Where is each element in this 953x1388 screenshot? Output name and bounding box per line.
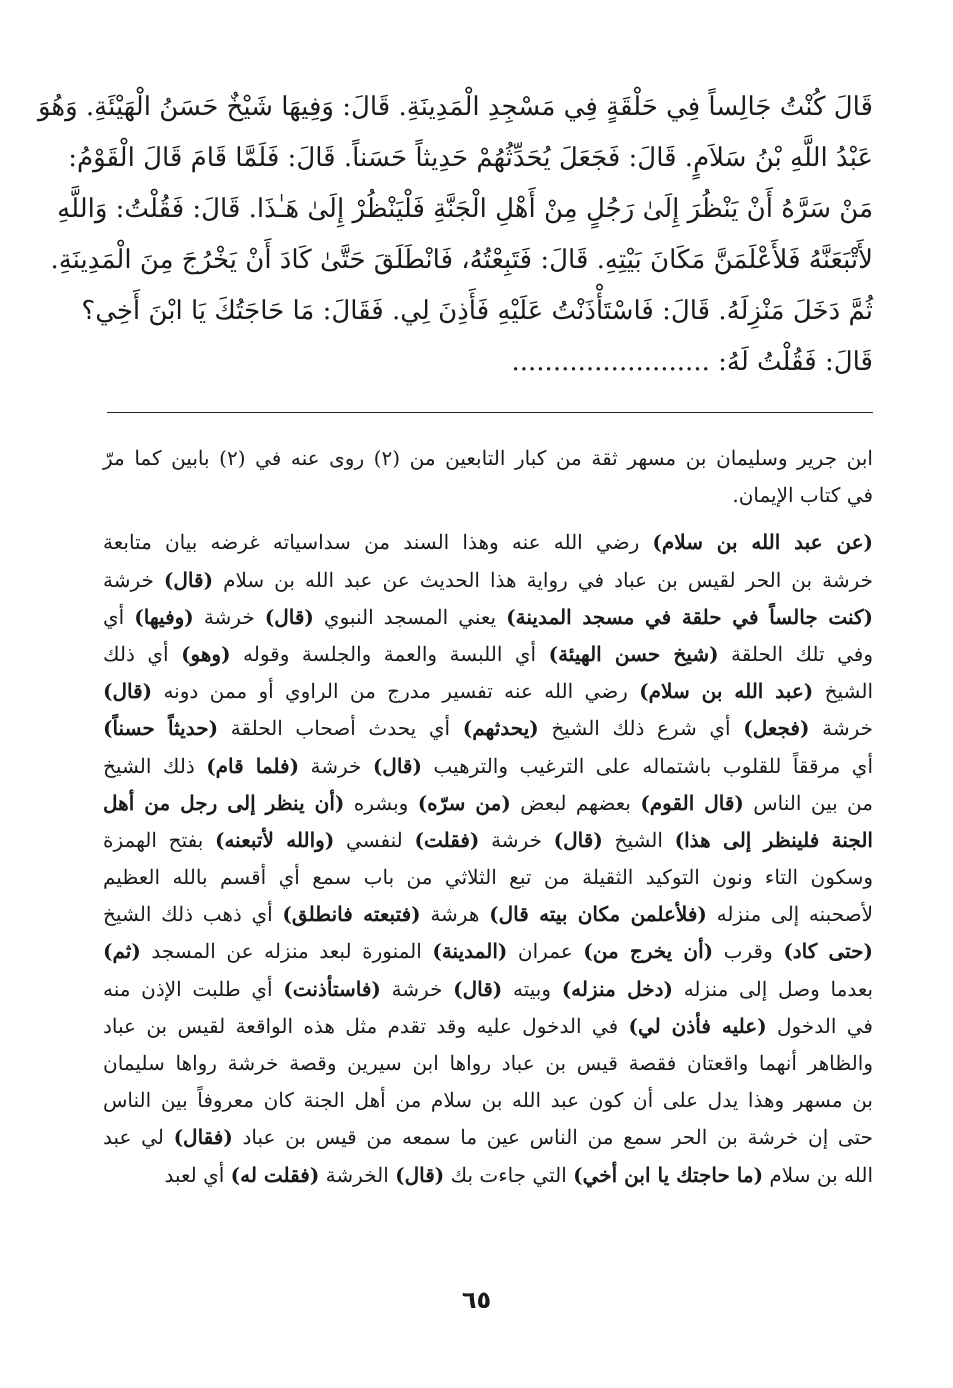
- commentary-phrase: والظاهر أنهما واقعتان فقصة قيس بن عباد رواها ابن سيرين وقصة خرشة رواها سليمان: [103, 1051, 873, 1075]
- commentary-line: [103, 1157, 873, 1194]
- quoted-hadith-phrase: (عبد الله بن سلام): [639, 679, 814, 704]
- quoted-hadith-phrase: (فقلت له): [230, 1162, 320, 1187]
- commentary-phrase: وبيته: [502, 976, 562, 1001]
- commentary-line: [103, 636, 873, 673]
- quoted-hadith-phrase: (دخل منزله): [561, 976, 673, 1001]
- commentary-phrase: خرشة: [479, 827, 554, 852]
- commentary-phrase: التي جاءت بك: [444, 1162, 574, 1187]
- hadith-main-text: [37, 82, 873, 388]
- commentary-phrase: عمران: [507, 939, 584, 964]
- commentary-phrase: بن مسهر وهذا يدل على أن كون عبد الله بن سلام من أهل الجنة كان معروفاً بين الناس: [103, 1088, 873, 1113]
- commentary-phrase: خرشة: [103, 567, 164, 592]
- commentary-line: [103, 859, 873, 896]
- commentary-phrase: بعضهم لبعض: [510, 790, 641, 815]
- commentary-phrase: أي اللبسة والعمة والجلسة وقوله: [230, 641, 549, 666]
- commentary-phrase: وفي تلك الحلقة: [718, 641, 873, 666]
- commentary-line: [103, 710, 873, 747]
- separator-rule: [107, 412, 873, 413]
- commentary-line: [103, 673, 873, 710]
- commentary-line: [103, 1082, 873, 1119]
- quoted-hadith-phrase: (يحدثهم): [462, 716, 539, 741]
- commentary-phrase: في الدخول عليه وقد تقدم مثل هذه الواقعة لقيس بن عباد: [103, 1013, 629, 1038]
- commentary-line: [103, 1045, 873, 1082]
- commentary-phrase: خرشة: [380, 976, 454, 1001]
- commentary-phrase: لنفسي: [334, 827, 415, 852]
- main-text-line: لأَتْبَعَنَّهُ فَلأَعْلَمَنَّ مَكَانَ بَيْتِهِ. قَالَ: فَتَبِعْتُهُ، فَانْطَلَقَ حَتَّىٰ كَادَ أَنْ يَخْرُجَ مِنَ الْمَدِينَةِ.: [50, 245, 873, 275]
- quoted-hadith-phrase: (أن يخرج من): [583, 939, 714, 964]
- quoted-hadith-phrase: (قال): [372, 753, 422, 778]
- commentary-line: [103, 599, 873, 636]
- commentary-phrase: من بين الناس: [743, 790, 873, 815]
- quoted-hadith-phrase: (شيخ حسن الهيئة): [548, 641, 719, 666]
- paragraph-gap: [103, 514, 873, 524]
- commentary-phrase: أي مرققاً للقلوب باشتماله على الترغيب والترهيب: [421, 753, 874, 778]
- commentary-phrase: الخرشة: [319, 1162, 396, 1187]
- quoted-hadith-phrase: (المدينة): [432, 939, 508, 964]
- commentary-lines: [103, 524, 873, 1193]
- commentary-phrase: رضي الله عنه تفسير مدرج من الراوي أو ممن دونه: [152, 679, 640, 704]
- commentary-phrase: أي ذلك: [103, 641, 182, 666]
- quoted-hadith-phrase: (قال): [553, 827, 603, 852]
- commentary-line: [103, 933, 873, 970]
- commentary-phrase: الشيخ: [602, 827, 675, 852]
- footnote-line: ابن جرير وسليمان بن مسهر ثقة من كبار التابعين من (٢) روى عنه في (٢) بابين كما مرّ: [103, 446, 873, 470]
- commentary-phrase: وبشره: [344, 790, 418, 815]
- quoted-hadith-phrase: (قال): [103, 679, 153, 704]
- commentary-phrase: وسكون التاء ونون التوكيد الثقيلة من تبع الثلاثي من باب سمع أي أقسم بالله العظيم: [103, 865, 873, 890]
- commentary-phrase: هرشة: [420, 902, 490, 927]
- quoted-hadith-phrase: (وهو): [181, 641, 231, 666]
- quoted-hadith-phrase: (أن ينظر إلى رجل من أهل: [103, 790, 345, 815]
- quoted-hadith-phrase: (فلأعلمن مكان بيته قال): [489, 902, 707, 927]
- commentary-phrase: حتى إن خرشة بن الحر سمع من الناس عين ما سمعه من قيس بن عباد: [232, 1125, 873, 1150]
- commentary-line: [103, 1119, 873, 1156]
- commentary-phrase: خرشة بن الحر لقيس بن عباد في رواية هذا الحديث عن عبد الله بن سلام: [213, 567, 873, 592]
- commentary-phrase: أي طلبت الإذن منه: [103, 976, 284, 1001]
- commentary-phrase: لي عبد: [103, 1125, 174, 1150]
- quoted-hadith-phrase: (عن عبد الله بن سلام): [652, 530, 873, 555]
- quoted-hadith-phrase: (فلما قام): [206, 753, 300, 778]
- quoted-hadith-phrase: (قال): [264, 604, 314, 629]
- quoted-hadith-phrase: (قال القوم): [640, 790, 744, 815]
- main-text-line: ثُمَّ دَخَلَ مَنْزِلَهُ. قَالَ: فَاسْتَأْذَنْتُ عَلَيْهِ فَأَذِنَ لِي. فَقَالَ: مَا حَاجَتُكَ يَا ابْنَ أَخِي؟: [81, 296, 873, 326]
- commentary-phrase: ذلك الشيخ: [103, 753, 207, 778]
- quoted-hadith-phrase: (قال): [395, 1162, 445, 1187]
- commentary-phrase: بفتح الهمزة: [103, 827, 215, 852]
- commentary-phrase: أي يحدث أصحاب الحلقة: [218, 716, 463, 741]
- commentary-phrase: الشيخ: [813, 679, 874, 704]
- quoted-hadith-phrase: (فقال): [173, 1125, 233, 1150]
- commentary-phrase: وقرب: [713, 939, 784, 964]
- quoted-hadith-phrase: (من سرّه): [417, 790, 511, 815]
- commentary-phrase: رضي الله عنه وهذا السند من سداسياته غرضه بيان متابعة: [103, 530, 653, 555]
- quoted-hadith-phrase: (حديثاً حسناً): [103, 716, 219, 741]
- quoted-hadith-phrase: (ثم): [103, 939, 141, 964]
- main-text-line: مَنْ سَرَّهُ أَنْ يَنْظُرَ إِلَىٰ رَجُلٍ مِنْ أَهْلِ الْجَنَّةِ فَلْيَنْظُرْ إِلَىٰ هَـٰذَا. قَالَ: فَقُلْتُ: وَاللَّهِ: [57, 194, 873, 224]
- commentary-phrase: أي شرع ذلك الشيخ: [538, 716, 744, 741]
- commentary-text: [103, 440, 873, 1194]
- quoted-hadith-phrase: (فجعل): [743, 716, 810, 741]
- commentary-phrase: أي ذهب ذلك الشيخ: [103, 902, 283, 927]
- commentary-phrase: خرشة: [193, 604, 265, 629]
- commentary-phrase: أي: [103, 604, 135, 629]
- quoted-hadith-phrase: (فقلت): [414, 827, 480, 852]
- footnote-line: في كتاب الإيمان.: [732, 483, 873, 508]
- commentary-line: [103, 748, 873, 785]
- commentary-phrase: أي لعبد: [164, 1162, 231, 1187]
- commentary-phrase: المنورة لبعد منزله عن المسجد: [140, 939, 433, 964]
- main-text-line: عَبْدُ اللَّهِ بْنُ سَلاَمٍ. قَالَ: فَجَعَلَ يُحَدِّثُهُمْ حَدِيثاً حَسَناً. قَالَ: فَلَمَّا قَامَ قَالَ الْقَوْمُ:: [68, 143, 873, 173]
- commentary-line: [103, 1008, 873, 1045]
- commentary-phrase: الله بن سلام: [763, 1162, 873, 1187]
- commentary-line: [103, 785, 873, 822]
- quoted-hadith-phrase: (كنت جالساً في حلقة في مسجد المدينة): [506, 604, 873, 629]
- quoted-hadith-phrase: (وفيها): [134, 604, 194, 629]
- commentary-line: [103, 896, 873, 933]
- commentary-line: [103, 971, 873, 1008]
- page-number: ٦٥: [461, 1286, 492, 1314]
- commentary-line: [103, 524, 873, 561]
- quoted-hadith-phrase: الجنة فلينظر إلى هذا): [674, 827, 873, 852]
- quoted-hadith-phrase: (قال): [453, 976, 503, 1001]
- quoted-hadith-phrase: (فتبعته فانطلق): [282, 902, 421, 927]
- quoted-hadith-phrase: (فاستأذنت): [283, 976, 381, 1001]
- quoted-hadith-phrase: (عليه فأذن لي): [628, 1013, 767, 1038]
- commentary-line: [103, 562, 873, 599]
- main-text-line: قَالَ: فَقُلْتُ لَهُ: ........................: [511, 347, 873, 377]
- commentary-phrase: بعدما وصل إلى منزله: [672, 976, 874, 1001]
- quoted-hadith-phrase: (قال): [163, 567, 214, 592]
- commentary-phrase: يعني المسجد النبوي: [313, 604, 507, 629]
- commentary-line: [103, 822, 873, 859]
- commentary-phrase: لأصحبنه إلى منزله: [706, 902, 874, 927]
- quoted-hadith-phrase: (ما حاجتك يا ابن أخي): [573, 1162, 764, 1187]
- commentary-phrase: في الدخول: [766, 1013, 873, 1038]
- quoted-hadith-phrase: (والله لأتبعنه): [215, 827, 335, 852]
- quoted-hadith-phrase: (حتى كاد): [783, 939, 873, 964]
- main-text-line: قَالَ كُنْتُ جَالِساً فِي حَلْقَةٍ فِي مَسْجِدِ الْمَدِينَةِ. قَالَ: وَفِيهَا شَيْخٌ حَسَنُ الْهَيْئَةِ. وَهُوَ: [37, 92, 873, 122]
- commentary-phrase: خرشة: [809, 716, 873, 741]
- commentary-phrase: خرشة: [299, 753, 373, 778]
